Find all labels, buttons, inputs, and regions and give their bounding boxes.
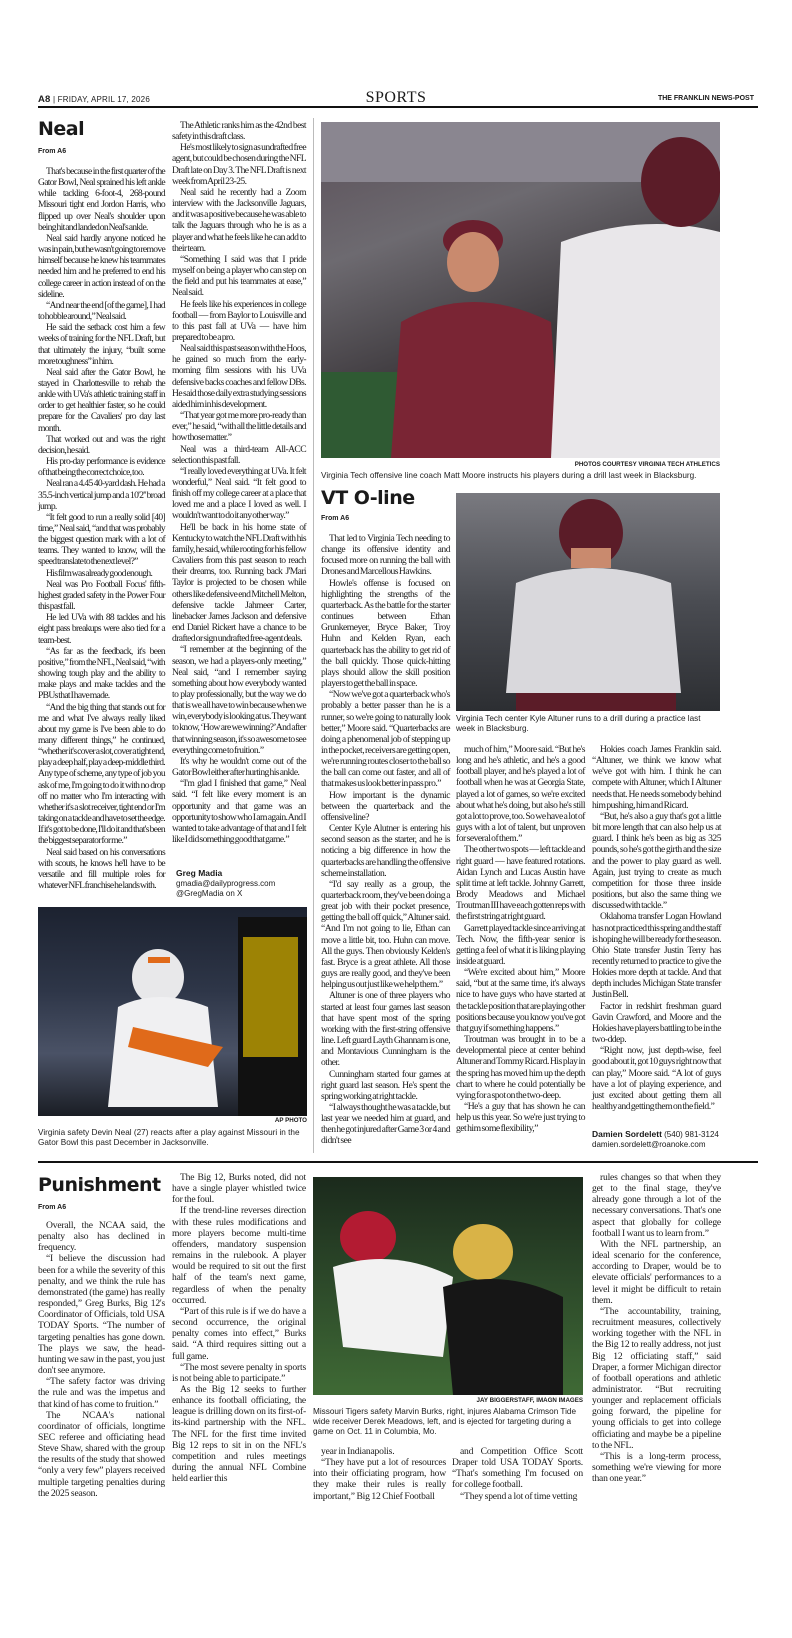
vt-column-3: [592, 744, 721, 1112]
article-paragraph: How important is the dynamic between the quarterback and the offensive line?: [321, 789, 450, 823]
byline-social: @GregMadia on X: [176, 889, 243, 898]
vt-column-2: [456, 744, 585, 1134]
vt-photo-coach-caption: Virginia Tech offensive line coach Matt Moore instructs his players during a drill last week in Blacksburg.: [321, 471, 697, 480]
neal-photo-caption: Virginia safety Devin Neal (27) reacts after a play against Missouri in the Gator Bowl this past December in Jacksonville.: [38, 1128, 300, 1147]
article-paragraph: “I believe the discussion had been for a while the severity of this penalty, and we think the rule has demonstrated (the game) has really responded,” Greg Burks, Big 12's Coordinator of Officials, told USA TODAY Sports. “The number of targeting penalties has gone down. The plays we saw, the head-hunting we saw in the past, you just don't see anymore.: [38, 1253, 165, 1377]
article-paragraph: Overall, the NCAA said, the penalty also has declined in frequency.: [38, 1220, 165, 1254]
article-paragraph: “They have put a lot of resources into their officiating program, how they make their rules is really important,” Big 12 Chief Football: [313, 1457, 446, 1502]
punishment-photo-image: [313, 1177, 583, 1395]
article-paragraph: “This is a long-term process, something we're viewing for more than one year.”: [592, 1450, 721, 1485]
punishment-photo: [313, 1177, 583, 1395]
neal-byline: [176, 868, 275, 899]
article-paragraph: “Now we've got a quarterback who's probably a better passer than he is a runner, so we're going to naturally look better,” Moore said. “Quarterbacks are doing a phenomenal job of stepping up in the pocket, receivers are getting open, we're running routes closer to the ball so the ball can come out faster, and all of that makes us look better in pass pro.”: [321, 689, 450, 790]
punishment-jump-from: From A6: [38, 1204, 67, 1211]
section-name: SPORTS: [365, 89, 427, 106]
article-paragraph: Altuner is one of three players who started at least four games last season that have spent most of the spring working with the first-string offensive line. Left guard Layth Ghannam is one, and Montavious Cunningham is the other.: [321, 990, 450, 1069]
neal-photo-image: [38, 907, 307, 1116]
article-paragraph: That's because in the first quarter of the Gator Bowl, Neal sprained his left ankle while tackling 6-foot-4, 268-pound Missouri tight end Jordon Harris, who flipped up over Neal's shoulder upon being hit and landed on Neal's ankle.: [38, 166, 165, 233]
punishment-column-2: [172, 1172, 306, 1484]
article-paragraph: “I remember at the beginning of the season, we had a players-only meeting,” Neal said, “and I remember saying something about how everybody wanted to play professionally, but the way we do that is we all have to win because when we win, everybody is looking at us. They want to know, ‘How are we winning?’ And after that winning season, it's so awesome to see everything come to fruition.”: [172, 644, 306, 756]
article-paragraph: “The safety factor was driving the rule and was the impetus and that kind of has come to fruition.”: [38, 1376, 165, 1410]
article-paragraph: Neal said he recently had a Zoom interview with the Jacksonville Jaguars, and it was a positive because he was able to talk the Jaguars through who he is as a player and what he feels like he can add to their team.: [172, 186, 306, 254]
article-paragraph: Hokies coach James Franklin said. “Altuner, we think we know what we've got with him. I think he can compete with Altuner, which I Altuner needs that. He needs somebody behind him pushing, him and Ricard.: [592, 744, 721, 811]
article-paragraph: He feels like his experiences in college football — from Baylor to Louisville and to this past fall at UVa — have him prepared to be a pro.: [172, 298, 306, 343]
article-paragraph: “They spend a lot of time vetting: [460, 1490, 578, 1502]
vt-photo-altuner-image: [456, 493, 720, 711]
article-paragraph: rules changes so that when they get to the final stage, they've already gone through a lot of the necessary conversations. That's one aspect that globally for college football I want us to learn from.”: [592, 1172, 721, 1239]
column-divider: [313, 118, 314, 1153]
article-paragraph: year in Indianapolis.: [321, 1446, 395, 1457]
neal-headline: Neal: [38, 118, 85, 140]
neal-column-2: [172, 120, 306, 845]
article-paragraph: The Big 12, Burks noted, did not have a single player whistled twice for the foul.: [172, 1172, 306, 1206]
article-paragraph: That worked out and was the right decision, he said.: [38, 433, 165, 456]
neal-photo-credit: AP PHOTO: [274, 1117, 307, 1124]
punishment-photo-caption: Missouri Tigers safety Marvin Burks, right, injures Alabama Crimson Tide wide receiver Derek Meadows, left, and is ejected for targeting during a game on Oct. 11 in Columbia, Mo.: [313, 1407, 576, 1436]
byline-phone: (540) 981-3124: [664, 1130, 719, 1139]
punishment-headline: Punishment: [38, 1174, 161, 1196]
article-paragraph: “And near the end [of the game], I had to hobble around,” Neal said.: [38, 299, 165, 323]
article-paragraph: He said the setback cost him a few weeks of training for the NFL Draft, but that ultimately the injury, “built some more toughness” in him.: [38, 322, 165, 367]
article-paragraph: The NCAA's national coordinator of officials, longtime SEC referee and officiating head Steve Shaw, shared with the group the results of the study that showed “only a very few” players received multiple targeting penalties during the 2025 season.: [38, 1409, 165, 1499]
article-paragraph: Howle's offense is focused on highlighting the strengths of the quarterback. As the battle for the starter continues between Ethan Grunkemeyer, Bryce Baker, Troy Huhn and Kelden Ryan, each quarterback has the ability to get rid of the ball quickly. Those quick-hitting plays should allow the skill position players to get the ball in space.: [321, 577, 450, 690]
article-paragraph: “I'd say really as a group, the quarterback room, they've been doing a great job with their pocket presence, getting the ball off quick,” Altuner said. “And I'm not going to lie, Ethan can move a little bit, too. Huhn can move. All the guys. Then obviously Kelden's fast. Bryce is a great athlete. All those guys are really good, and they've been helping us out just like we help them.”: [321, 878, 450, 991]
vt-photo-altuner-caption: Virginia Tech center Kyle Altuner runs to a drill during a practice last week in Blacksburg.: [456, 714, 701, 733]
article-paragraph: “And the big thing that stands out for me and what I've always really liked about my game is I've been able to do many different things,” he continued, “whether it's cover a slot, cover a tight end, play a deep half, play a deep-middle third. Any type of scheme, any type of job you ask of me, I'm going to do it with no drop off no matter who I'm interacting with whether it's a slot receiver, tight end or I'm taking on a tackle and have to set the edge. If it's got to be done, I'll do it and that's been the biggest separator for me.”: [38, 701, 165, 847]
article-paragraph: He'll be back in his home state of Kentucky to watch the NFL Draft with his family, he said, while rooting for his fellow Cavaliers from this past season to reach their dreams, too. Running back J'Mari Taylor is projected to be chosen while others like defensive end Mitchell Melton, defensive tackle Jahmeer Carter, linebacker James Jackson and defensive end Daniel Rickert have a chance to be drafted or sign undrafted free-agent deals.: [172, 521, 306, 645]
article-paragraph: If the trend-line reverses direction with these rules modifications and more players become multi-time offenders, mandatory suspension remains in the rulebook. A player would be required to sit out the first half of the team's next game, regardless of when the penalty occurred.: [172, 1205, 306, 1306]
article-paragraph: “Something I said was that I pride myself on being a player who can step on the field and put his teammates at ease,” Neal said.: [172, 253, 306, 299]
article-paragraph: Neal was a third-team All-ACC selection this past fall.: [172, 443, 306, 466]
article-paragraph: Center Kyle Alutner is entering his second season as the starter, and he is noticing a big difference in how the quarterbacks are handling the offensive scheme installation.: [321, 823, 450, 879]
page-number: A8: [38, 94, 51, 105]
article-paragraph: It's why he wouldn't come out of the Gator Bowl either after hurting his ankle.: [172, 755, 306, 779]
vt-photo-coach-image: [321, 122, 720, 458]
article-paragraph: “He's a guy that has shown he can help us this year. So we're just trying to get him some flexibility,”: [456, 1101, 585, 1135]
punishment-column-5: [592, 1172, 721, 1484]
byline-email[interactable]: damien.sordelett@roanoke.com: [592, 1140, 706, 1149]
article-paragraph: Factor in redshirt freshman guard Gavin Crawford, and Moore and the Hokies have players battling to be in the two-ddep.: [592, 1000, 721, 1046]
vt-column-1: [321, 533, 450, 1147]
article-paragraph: “I always thought he was a tackle, but last year we needed him at guard, and then he got injured after Game 3 or 4 and didn't see: [321, 1101, 451, 1147]
neal-column-1: [38, 166, 165, 891]
article-paragraph: “I really loved everything at UVa. It felt wonderful,” Neal said. “It felt good to finish off my college career at a place that loved me and a place I loved as well. I wouldn't want to do it any other way.”: [172, 465, 306, 522]
punishment-column-1: [38, 1220, 165, 1499]
vt-photo-altuner: [456, 493, 720, 711]
article-paragraph: “Part of this rule is if we do have a second occurrence, the original penalty comes into effect,” Burks said. “A third requires sitting out a full game.: [172, 1305, 306, 1362]
article-paragraph: With the NFL partnership, an ideal scenario for the conference, according to Draper, would be to elevate officials' performances to a level it might be difficult to retain them.: [592, 1238, 721, 1306]
byline-name: Greg Madia: [176, 868, 223, 878]
article-paragraph: “We're excited about him,” Moore said, “but at the same time, it's always nice to have guys who have started at the tackle position that are playing other positions because you know you've got that guy if something happens.”: [456, 967, 585, 1034]
article-paragraph: “That year got me more pro-ready than ever,” he said, “with all the little details and how those matter.”: [172, 410, 306, 444]
article-paragraph: As the Big 12 seeks to further enhance its football officiating, the league is drilling down on its first-of-its-kind partnership with the NFL. The NFL for the first time invited Big 12 reps to sit in on the NFL's competition and rules meetings during the annual NFL Combine held earlier this: [172, 1383, 306, 1485]
article-paragraph: “The most severe penalty in sports is not being able to participate.”: [172, 1361, 306, 1384]
article-paragraph: Neal was Pro Football Focus' fifth-highest graded safety in the Power Four this past fall.: [38, 578, 165, 613]
article-paragraph: Neal said based on his conversations with scouts, he knows he'll have to be versatile and fill multiple roles for whatever NFL franchise he lands with.: [38, 846, 165, 891]
article-paragraph: “As far as the feedback, it's been positive,” from the NFL, Neal said, “with showing tough play and the ability to make plays and make tackles and the PBUs that I have made.: [38, 645, 165, 702]
article-paragraph: Garrett played tackle since arriving at Tech. Now, the fifth-year senior is getting a feel of what it is liking playing inside at guard.: [456, 922, 585, 967]
article-paragraph: Neal said this past season with the Hoos, he gained so much from the early-morning film sessions with his UVa defensive backs coaches and fellow DBs. He said those daily extra studying sessions aided him in his development.: [172, 343, 306, 410]
article-paragraph: Neal ran a 4.45 40-yard dash. He had a 35.5-inch vertical jump and a 10'2'' broad jump.: [38, 478, 165, 512]
vt-byline: [592, 1129, 742, 1150]
article-paragraph: “But, he's also a guy that's got a little bit more length that can also help us at guard. I think he's been as big as 325 pounds, so he's got the girth and the size and the power to play guard as well. Again, just trying to create as much competition for those three inside positions, but also the same thing we discussed with tackle.”: [592, 810, 721, 912]
article-paragraph: much of him,” Moore said. “But he's long and he's athletic, and he's a good football player, and he's played a lot of football when he was at Georgia State, played a lot of games, so we're excited about what he's doing, but also he's still got a lot to prove, too. So we have a lot of guys with a lot of talent, but unproven for several of them.”: [456, 744, 585, 845]
article-paragraph: He's most likely to sign as undrafted free agent, but could be chosen during the NFL Draft late on Day 3. The NFL Draft is next week from April 23-25.: [172, 142, 306, 187]
article-paragraph: His film was already good enough.: [46, 567, 153, 579]
vt-headline: VT O-line: [321, 487, 415, 509]
issue-date: FRIDAY, APRIL 17, 2026: [57, 95, 150, 104]
article-paragraph: “Right now, just depth-wise, feel good about it, got 10 guys right now that can play,” Moore said. “A lot of guys have a lot of playing experience, and just excited about getting them all healthy and getting them on the field.”: [592, 1045, 721, 1112]
section-rule: [38, 1161, 758, 1163]
article-paragraph: “The accountability, training, recruitment measures, collectively working together with the NFL in the Big 12 to really address, not just Big 12 officiating staff,” said Draper, a former Michigan director of football operations and athletic administrator. “But recruiting younger and replacement officials going forward, the pipeline for young officials to get into college officiating and maybe be a pipeline to the NFL.: [592, 1305, 721, 1451]
byline-email[interactable]: gmadia@dailyprogress.com: [176, 879, 276, 888]
byline-name: Damien Sordelett: [592, 1129, 662, 1139]
neal-photo: [38, 907, 307, 1116]
punishment-column-3: [313, 1446, 446, 1502]
vt-jump-from: From A6: [321, 515, 350, 522]
article-paragraph: “It felt good to run a really solid [40] time,” Neal said, “and that was probably the biggest question mark with a lot of teams. They wanted to know, will the speed translate to the next level?”: [38, 511, 165, 568]
header-rule: [38, 106, 758, 108]
article-paragraph: The other two spots — left tackle and right guard — have featured rotations. Aidan Lynch and Lucas Austin have split time at left tackle. Johnny Garrett, Brody Meadows and Michael Troutman III have each gotten reps with the first string at right guard.: [456, 844, 585, 923]
vt-photo-credit: PHOTOS COURTESY VIRGINIA TECH ATHLETICS: [574, 461, 720, 468]
newspaper-name: THE FRANKLIN NEWS-POST: [657, 95, 754, 102]
article-paragraph: Cunningham started four games at right guard last season. He's spent the spring working at right tackle.: [321, 1068, 450, 1102]
page-folio: A8 | FRIDAY, APRIL 17, 2026: [38, 94, 150, 105]
neal-jump-from: From A6: [38, 148, 67, 155]
article-paragraph: Troutman was brought in to be a developmental piece at center behind Altuner and Tommy Ricard. His play in the spring has moved him up the depth chart to where he could potentially be vying for a spot on the two-deep.: [456, 1034, 585, 1101]
article-paragraph: The Athletic ranks him as the 42nd best safety in this draft class.: [172, 120, 306, 143]
article-paragraph: That led to Virginia Tech needing to change its offensive identity and focused more on running the ball with Drones and Marcellous Hawkins.: [321, 533, 450, 578]
article-paragraph: His pro-day performance is evidence of that being the correct choice, too.: [38, 456, 165, 479]
article-paragraph: and Competition Office Scott Draper told USA TODAY Sports. “That's something I'm focused on for college football.: [452, 1446, 583, 1491]
article-paragraph: Neal said hardly anyone noticed he was in pain, but he wasn't going to remove himself because he knew his teammates needed him and he preferred to end his college career in action instead of on the sideline.: [38, 232, 165, 300]
punishment-column-4: [452, 1446, 583, 1502]
article-paragraph: “I'm glad I finished that game,” Neal said. “I felt like every moment is an opportunity and that game was an opportunity to show who I am again. And I wanted to take advantage of that and I felt like I did something good that game.”: [172, 778, 306, 845]
article-paragraph: He led UVa with 88 tackles and his eight pass breakups were also tied for a team-best.: [38, 612, 165, 646]
article-paragraph: Neal said after the Gator Bowl, he stayed in Charlottesville to rehab the ankle with UVa's athletic training staff in order to get healthier faster, so he could prepare for the Cavaliers' pro day last month.: [38, 366, 165, 434]
punishment-photo-credit: JAY BIGGERSTAFF, IMAGN IMAGES: [476, 1397, 583, 1404]
article-paragraph: Oklahoma transfer Logan Howland has not practiced this spring and the staff is hoping he will be ready for the season. Ohio State transfer Justin Terry has recently returned to practice to give the Hokies more depth at tackle. And that depth includes Michigan State transfer Justin Bell.: [592, 911, 721, 1001]
vt-photo-coach: [321, 122, 720, 458]
